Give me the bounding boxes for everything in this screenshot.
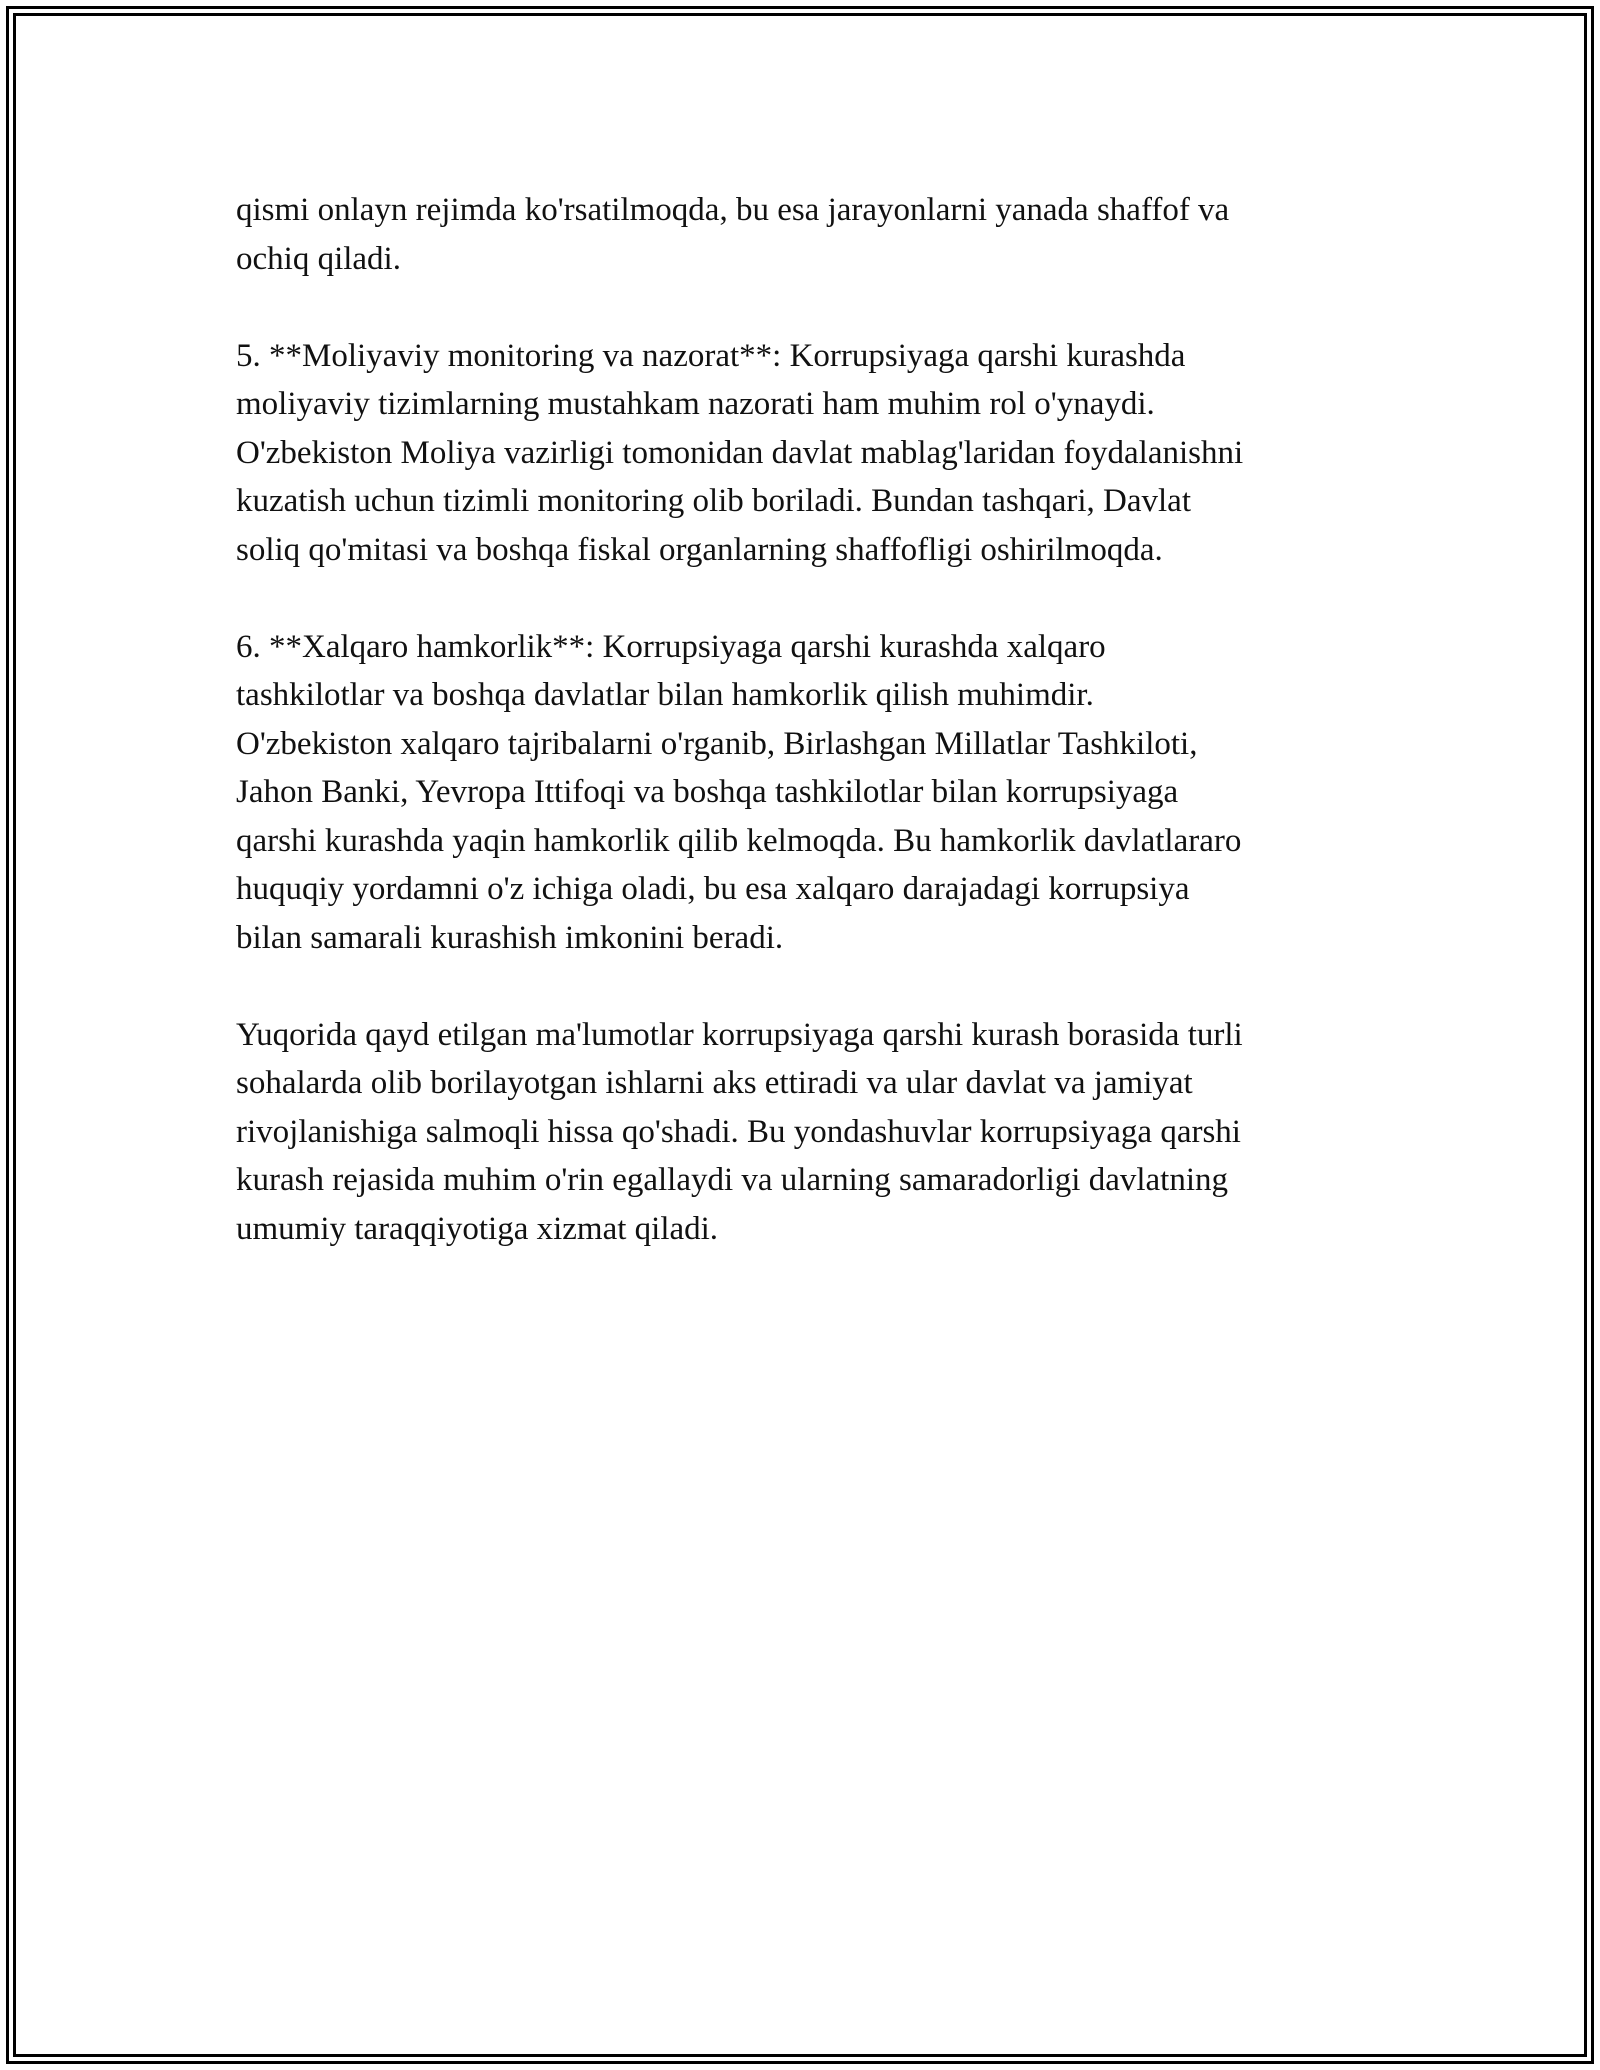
paragraph-continuation: qismi onlayn rejimda ko'rsatilmoqda, bu esa jarayonlarni yanada shaffof va ochiq qiladi. [236, 192, 1230, 277]
paragraph-conclusion: Yuqorida qayd etilgan ma'lumotlar korrupsiyaga qarshi kurash borasida turli sohalarda olib borilayotgan ishlarni aks ettiradi va ular davlat va jamiyat rivojlanishiga salmoqli hissa qo'shadi. Bu yondashuvlar korrupsiyaga qarshi kurash rejasida muhim o'rin egallaydi va ularning samaradorligi davlatning umumiy taraqqiyotiga xizmat qiladi. [236, 1016, 1243, 1247]
paragraph-international-cooperation: 6. **Xalqaro hamkorlik**: Korrupsiyaga qarshi kurashda xalqaro tashkilotlar va boshqa davlatlar bilan hamkorlik qilish muhimdir. O'zbekiston xalqaro tajribalarni o'rganib, Birlashgan Millatlar Tashkiloti, Jahon Banki, Yevropa Ittifoqi va boshqa tashkilotlar bilan korrupsiyaga qarshi kurashda yaqin hamkorlik qilib kelmoqda. Bu hamkorlik davlatlararo huquqiy yordamni o'z ichiga oladi, bu esa xalqaro darajadagi korrupsiya bilan samarali kurashish imkonini beradi. [236, 628, 1242, 956]
paragraph-financial-monitoring: 5. **Moliyaviy monitoring va nazorat**: Korrupsiyaga qarshi kurashda moliyaviy tizimlarning mustahkam nazorati ham muhim rol o'ynaydi. O'zbekiston Moliya vazirligi tomonidan davlat mablag'laridan foydalanishni kuzatish uchun tizimli monitoring olib boriladi. Bundan tashqari, Davlat soliq qo'mitasi va boshqa fiskal organlarning shaffofligi oshirilmoqda. [236, 337, 1244, 568]
document-body [236, 186, 1396, 1253]
